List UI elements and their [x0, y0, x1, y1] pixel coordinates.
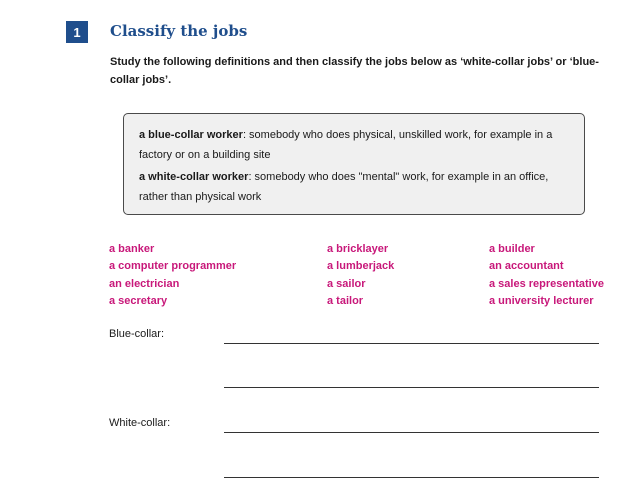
- job-item: a sales representative: [489, 277, 604, 290]
- white-collar-answer-line-2[interactable]: [224, 477, 599, 478]
- definition-term: a blue-collar worker: [139, 129, 243, 141]
- white-collar-answer-line-1[interactable]: [224, 432, 599, 433]
- exercise-title: Classify the jobs: [110, 22, 248, 40]
- job-item: a banker: [109, 243, 155, 255]
- jobs-column-1: [109, 241, 236, 310]
- blue-collar-answer-line-2[interactable]: [224, 387, 599, 388]
- job-item: a sailor: [327, 277, 366, 290]
- definition-blue-collar: [139, 125, 569, 165]
- blue-collar-answer-line-1[interactable]: [224, 343, 599, 344]
- jobs-column-2: [327, 241, 394, 310]
- exercise-instructions: Study the following definitions and then classify the jobs below as ‘white-collar jobs’ or ‘blue-collar jobs’.: [110, 56, 599, 86]
- blue-collar-label: Blue-collar:: [109, 328, 165, 340]
- jobs-column-3: [489, 241, 604, 310]
- definitions-box: [123, 113, 585, 215]
- job-item: a bricklayer: [327, 243, 389, 255]
- definition-term: a white-collar worker: [139, 171, 249, 183]
- job-item: a lumberjack: [327, 260, 395, 273]
- definition-text: : somebody who does "mental" work, for example in an office, rather than physical work: [139, 171, 549, 203]
- job-item: an electrician: [109, 277, 180, 290]
- job-item: a builder: [489, 243, 535, 255]
- job-item: a computer programmer: [109, 260, 237, 273]
- job-item: an accountant: [489, 260, 564, 273]
- definition-white-collar: [139, 167, 569, 207]
- definition-text: : somebody who does physical, unskilled work, for example in a factory or on a building site: [139, 129, 553, 161]
- job-item: a secretary: [109, 294, 168, 307]
- white-collar-label: White-collar:: [109, 417, 171, 429]
- job-item: a tailor: [327, 294, 364, 307]
- job-item: a university lecturer: [489, 294, 594, 307]
- exercise-number-badge: 1: [66, 21, 88, 43]
